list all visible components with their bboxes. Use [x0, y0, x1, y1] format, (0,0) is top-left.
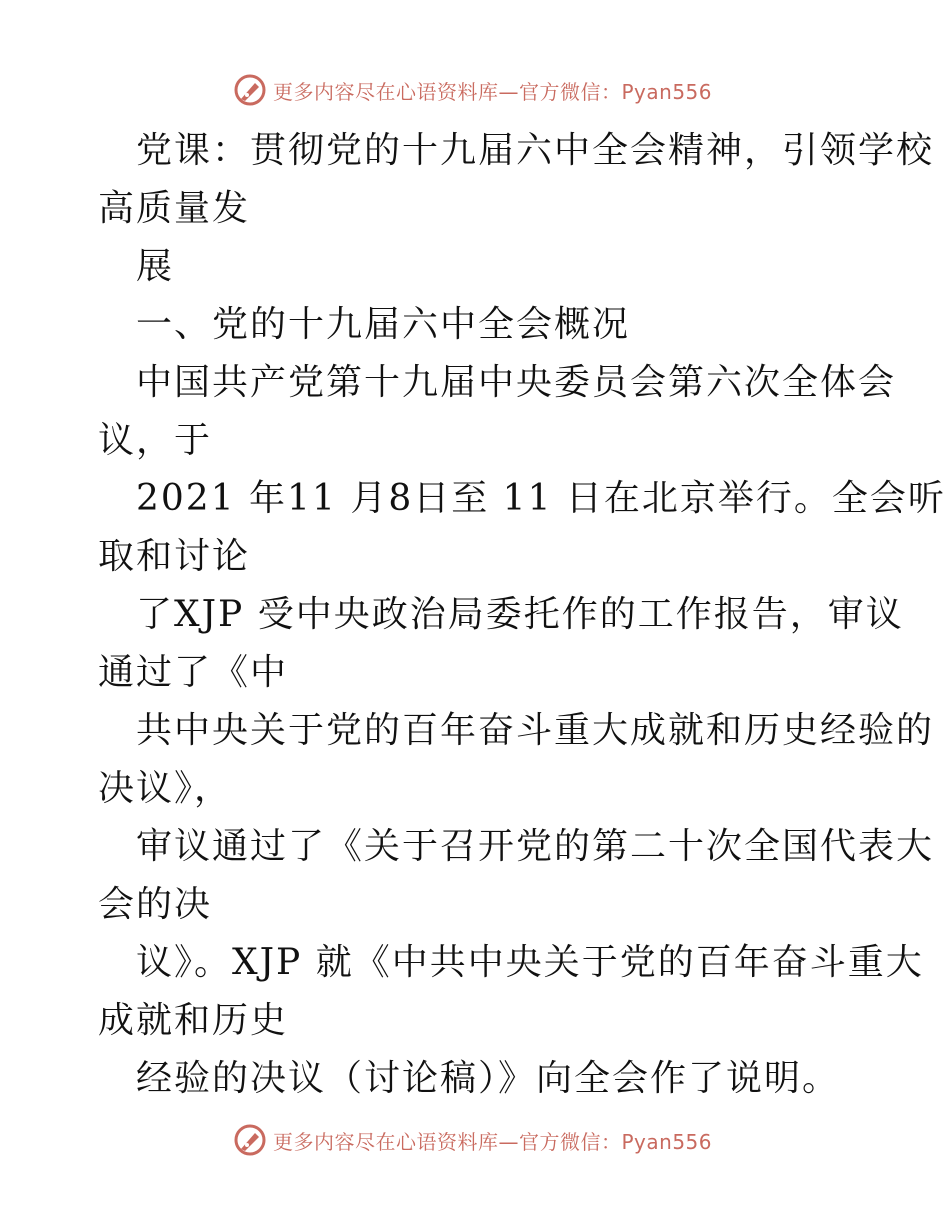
document-body — [98, 122, 946, 1108]
footer-watermark — [233, 1120, 753, 1160]
paragraph-line: 成就和历史 — [98, 1000, 289, 1041]
document-title-line-2: 高质量发 — [98, 188, 251, 229]
paragraph-line: 取和讨论 — [98, 536, 251, 577]
header-watermark — [233, 70, 753, 110]
document-title-line-1: 党课：贯彻党的十九届六中全会精神，引领学校 — [136, 130, 935, 171]
paragraph-line: 了XJP 受中央政治局委托作的工作报告，审议 — [136, 594, 904, 635]
paragraph-line: 审议通过了《关于召开党的第二十次全国代表大 — [136, 826, 935, 867]
pen-logo-icon — [233, 73, 267, 107]
watermark-text: 更多内容尽在心语资料库—官方微信：Pyan556 — [273, 79, 713, 104]
watermark-text: 更多内容尽在心语资料库—官方微信：Pyan556 — [273, 1129, 713, 1154]
paragraph-line: 议，于 — [98, 420, 213, 461]
pen-logo-icon — [233, 1123, 267, 1157]
paragraph-line: 经验的决议（讨论稿）》向全会作了说明。 — [136, 1058, 841, 1099]
section-heading: 一、党的十九届六中全会概况 — [136, 304, 631, 345]
paragraph-line: 通过了《中 — [98, 652, 289, 693]
paragraph-line: 会的决 — [98, 884, 213, 925]
paragraph-line: 中国共产党第十九届中央委员会第六次全体会 — [136, 362, 897, 403]
paragraph-line: 共中央关于党的百年奋斗重大成就和历史经验的 — [136, 710, 935, 751]
paragraph-line: 议》。XJP 就《中共中央关于党的百年奋斗重大 — [136, 942, 924, 983]
paragraph-line: 2021 年11 月8日至 11 日在北京举行。全会听 — [136, 478, 946, 519]
document-title-line-3: 展 — [136, 246, 175, 287]
paragraph-line: 决议》， — [98, 768, 233, 809]
